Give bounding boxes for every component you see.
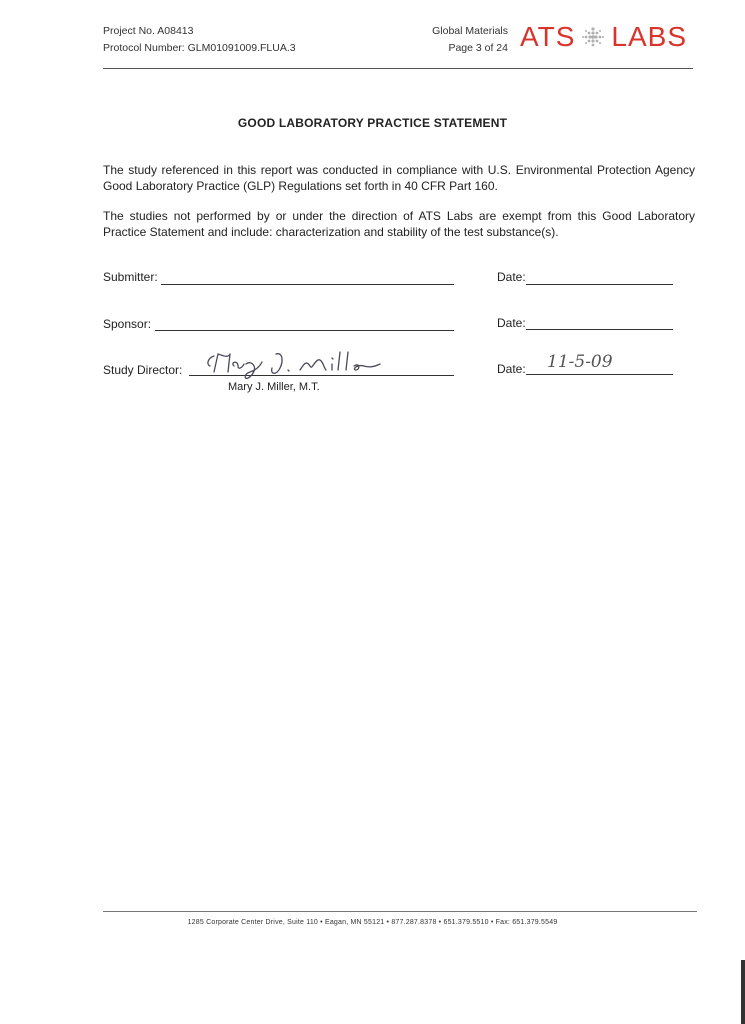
- footer-rule: [103, 911, 697, 912]
- scan-edge-mark: [741, 960, 745, 1024]
- submitter-signature-line: [161, 284, 454, 285]
- page-title: GOOD LABORATORY PRACTICE STATEMENT: [237, 116, 508, 130]
- study-director-signature: [200, 346, 430, 380]
- submitter-label: Submitter:: [103, 270, 158, 284]
- exemption-paragraph: The studies not performed by or under the direction of ATS Labs are exempt from this Good Laboratory Practice Statement and include: characterization and stability of the test substance(s).: [103, 209, 695, 239]
- logo-text-right: LABS: [611, 21, 687, 52]
- study-director-date-value: 11-5-09: [547, 352, 613, 372]
- sponsor-date-label: Date:: [497, 316, 526, 330]
- project-number: Project No. A08413: [103, 25, 194, 37]
- page-number: Page 3 of 24: [448, 42, 508, 54]
- protocol-number: Protocol Number: GLM01091009.FLUA.3: [103, 42, 296, 54]
- logo-starburst-icon: [579, 23, 607, 51]
- submitter-date-line: [526, 284, 673, 285]
- sponsor-label: Sponsor:: [103, 317, 152, 331]
- sponsor-signature-line: [155, 330, 454, 331]
- study-director-date-line: [526, 374, 673, 375]
- submitter-date-label: Date:: [497, 270, 526, 284]
- sponsor-name: Global Materials: [432, 25, 508, 37]
- study-director-date-label: Date:: [497, 362, 526, 376]
- ats-labs-logo: [520, 20, 720, 54]
- footer-address: 1285 Corporate Center Drive, Suite 110 • Eagan, MN 55121 • 877.287.8378 • 651.379.5510 • Fax: 651.379.5549: [187, 919, 558, 926]
- header-rule: [103, 68, 693, 69]
- sponsor-date-line: [526, 329, 673, 330]
- study-director-printed-name: Mary J. Miller, M.T.: [228, 381, 320, 393]
- study-director-label: Study Director:: [103, 363, 183, 377]
- compliance-paragraph: The study referenced in this report was conducted in compliance with U.S. Environmental Protection Agency Good Laboratory Practice (GLP) Regulations set forth in 40 CFR Part 160.: [103, 163, 695, 193]
- logo-text-left: ATS: [520, 21, 576, 52]
